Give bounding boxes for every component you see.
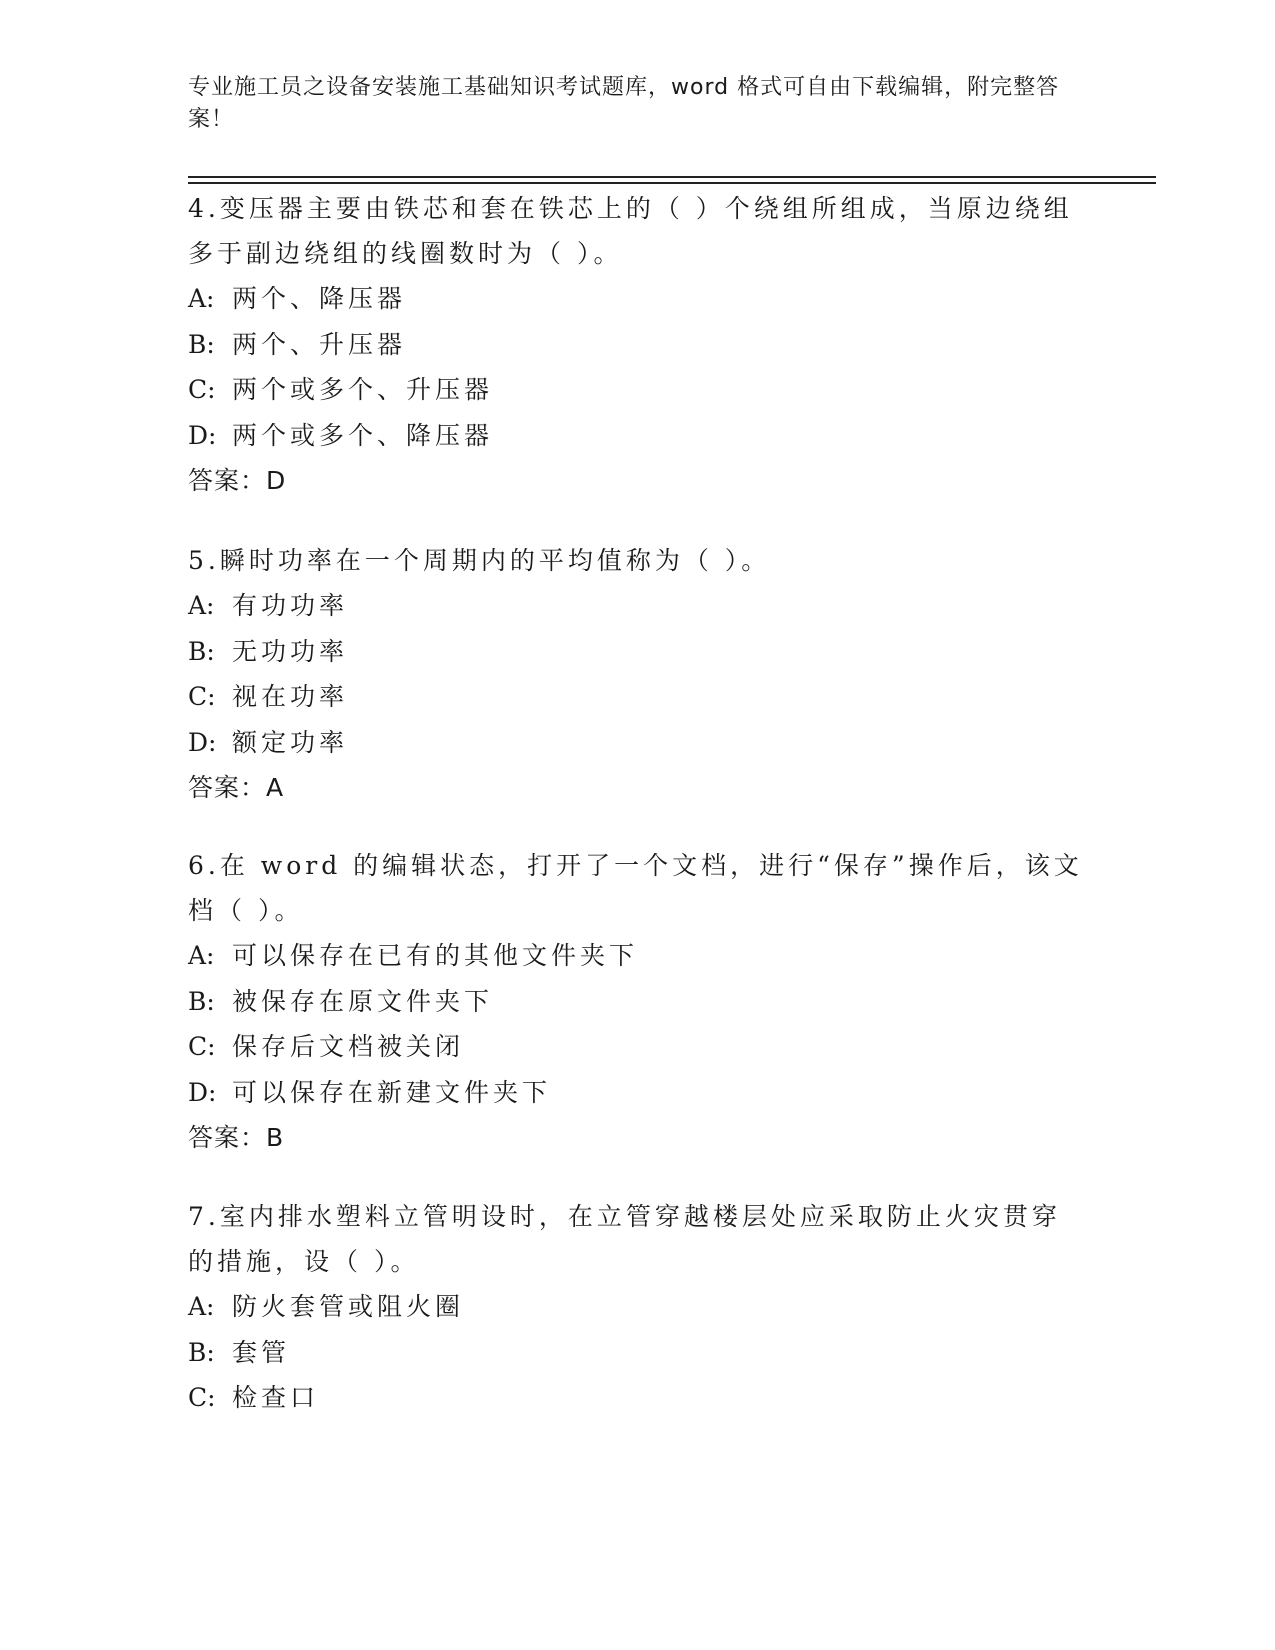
option-a [188, 1284, 1088, 1330]
option-c [188, 367, 1088, 413]
option-text: 检查口 [232, 1383, 320, 1412]
option-letter: B: [188, 986, 215, 1016]
option-text: 无功功率 [232, 636, 349, 666]
option-d [188, 1070, 1088, 1116]
question-4 [188, 186, 1088, 503]
question-text: 7.室内排水塑料立管明设时，在立管穿越楼层处应采取防止火灾贯穿的措施，设（ ）。 [188, 1202, 1061, 1276]
option-b [188, 1330, 1088, 1376]
answer-line: 答案：D [188, 466, 287, 495]
option-b [188, 979, 1088, 1025]
option-letter: C: [188, 1383, 216, 1412]
document-header: 专业施工员之设备安装施工基础知识考试题库，word 格式可自由下载编辑，附完整答案！ [188, 75, 1060, 132]
header-rule-top [188, 176, 1156, 178]
option-text: 两个或多个、降压器 [232, 420, 494, 450]
option-c [188, 674, 1088, 720]
option-letter: C: [188, 682, 216, 711]
option-b [188, 629, 1088, 675]
option-letter: C: [188, 375, 216, 404]
option-letter: B: [188, 636, 215, 666]
option-letter: B: [188, 329, 215, 359]
option-text: 有功功率 [232, 591, 349, 620]
option-letter: B: [188, 1337, 215, 1367]
option-b [188, 322, 1088, 368]
option-letter: D: [188, 727, 217, 757]
question-text: 5.瞬时功率在一个周期内的平均值称为（ ）。 [188, 546, 771, 575]
option-text: 防火套管或阻火圈 [232, 1292, 465, 1321]
option-text: 两个或多个、升压器 [232, 375, 494, 404]
option-letter: D: [188, 420, 217, 450]
option-text: 两个、升压器 [232, 329, 407, 359]
option-text: 两个、降压器 [232, 284, 407, 313]
option-d [188, 413, 1088, 459]
option-text: 额定功率 [232, 727, 349, 757]
option-a [188, 276, 1088, 322]
option-letter: C: [188, 1032, 216, 1061]
option-c [188, 1024, 1088, 1070]
option-letter: A: [188, 941, 215, 970]
option-a [188, 933, 1088, 979]
question-5 [188, 538, 1088, 810]
answer-line: 答案：A [188, 773, 285, 802]
option-text: 被保存在原文件夹下 [232, 986, 494, 1016]
question-6 [188, 843, 1088, 1160]
option-a [188, 583, 1088, 629]
question-7 [188, 1194, 1088, 1421]
option-text: 保存后文档被关闭 [232, 1032, 465, 1061]
option-text: 套管 [232, 1337, 291, 1367]
answer-line: 答案：B [188, 1123, 285, 1152]
option-letter: A: [188, 284, 215, 313]
option-text: 可以保存在新建文件夹下 [232, 1077, 552, 1107]
question-text: 4.变压器主要由铁芯和套在铁芯上的（ ）个绕组所组成，当原边绕组多于副边绕组的线圈数时为（ ）。 [188, 194, 1073, 268]
question-text: 6.在 word 的编辑状态，打开了一个文档，进行“保存”操作后，该文档（ ）。 [188, 851, 1083, 925]
option-letter: D: [188, 1077, 217, 1107]
option-d [188, 720, 1088, 766]
header-rule-bottom [188, 182, 1156, 184]
option-letter: A: [188, 1292, 215, 1321]
option-c [188, 1375, 1088, 1421]
option-text: 视在功率 [232, 682, 349, 711]
option-text: 可以保存在已有的其他文件夹下 [232, 941, 639, 970]
option-letter: A: [188, 591, 215, 620]
